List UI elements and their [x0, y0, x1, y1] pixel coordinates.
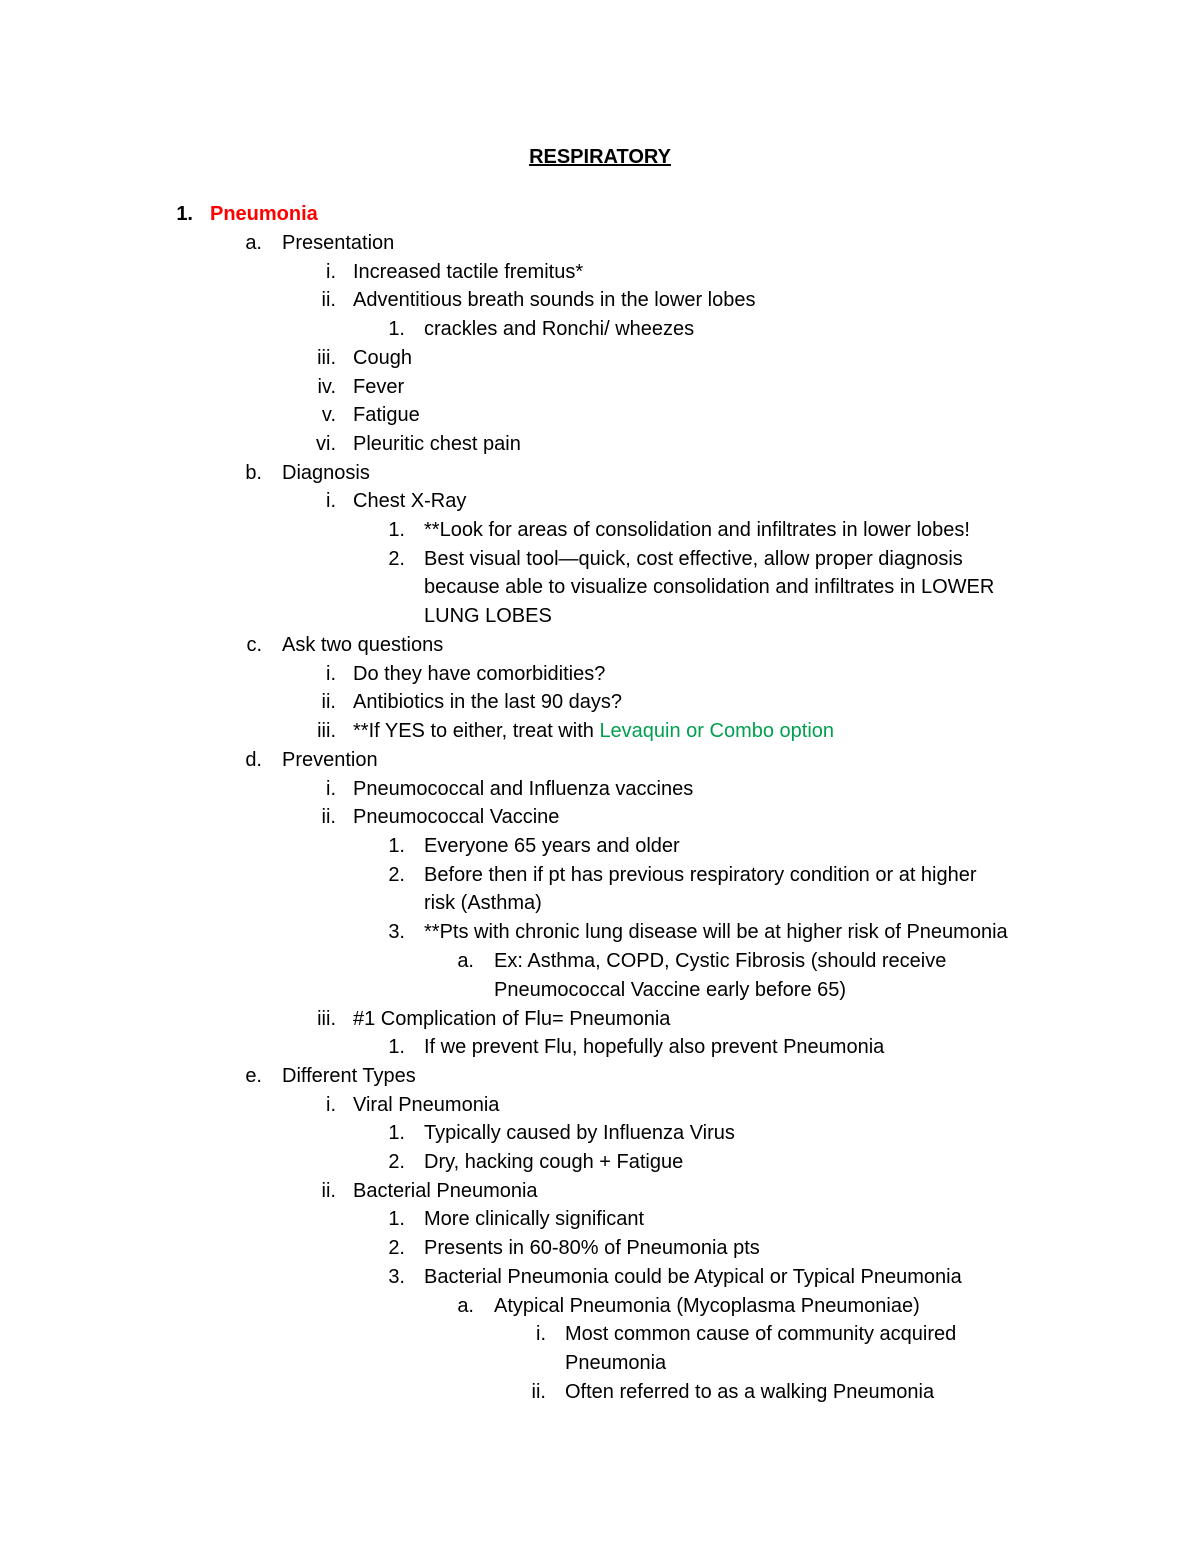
outline-line	[0, 487, 1200, 515]
outline-line	[0, 746, 1200, 774]
list-item-text: Pneumococcal and Influenza vaccines	[353, 778, 694, 800]
list-marker: a.	[245, 232, 262, 254]
outline-line	[0, 1091, 1200, 1119]
outline-line	[0, 401, 1200, 429]
list-marker: i.	[326, 490, 336, 512]
list-marker: vi.	[316, 433, 336, 455]
list-item-text: Pneumococcal Vaccine early before 65)	[494, 979, 847, 1001]
outline-line	[0, 573, 1200, 601]
outline-line	[0, 286, 1200, 314]
outline-line	[0, 976, 1200, 1004]
list-item-text: Everyone 65 years and older	[424, 835, 680, 857]
outline-line	[0, 200, 1200, 228]
outline-line	[0, 803, 1200, 831]
outline-line	[0, 717, 1200, 745]
outline-line	[0, 1005, 1200, 1033]
outline-line	[0, 344, 1200, 372]
list-item-text-part: **If YES to either, treat with	[353, 720, 600, 742]
list-item-text: **Look for areas of consolidation and infiltrates in lower lobes!	[424, 519, 970, 541]
outline-line	[0, 1062, 1200, 1090]
list-marker: 2.	[388, 1151, 405, 1173]
outline-line	[0, 1177, 1200, 1205]
list-marker: ii.	[321, 1180, 336, 1202]
list-marker: 3.	[388, 921, 405, 943]
list-item-text: Dry, hacking cough + Fatigue	[424, 1151, 684, 1173]
list-marker: ii.	[531, 1381, 546, 1403]
list-marker: i.	[326, 1094, 336, 1116]
list-item-text	[353, 717, 834, 745]
list-item-text: Fatigue	[353, 404, 420, 426]
outline-line	[0, 1205, 1200, 1233]
list-marker: v.	[321, 404, 336, 426]
section-heading: Pneumonia	[210, 203, 318, 225]
list-marker: a.	[457, 950, 474, 972]
outline-line	[0, 775, 1200, 803]
list-marker: 1.	[388, 1036, 405, 1058]
outline-line	[0, 430, 1200, 458]
list-item-text: risk (Asthma)	[424, 892, 542, 914]
list-marker: 2.	[388, 548, 405, 570]
list-marker: e.	[245, 1065, 262, 1087]
outline-line	[0, 545, 1200, 573]
outline-line	[0, 258, 1200, 286]
outline-line	[0, 1033, 1200, 1061]
outline-line	[0, 229, 1200, 257]
outline-line	[0, 602, 1200, 630]
list-item-text: Ask two questions	[282, 634, 444, 656]
outline-line	[0, 373, 1200, 401]
list-item-text: Often referred to as a walking Pneumonia	[565, 1381, 935, 1403]
list-marker: c.	[246, 634, 262, 656]
list-item-text: #1 Complication of Flu= Pneumonia	[353, 1008, 671, 1030]
outline-line	[0, 315, 1200, 343]
list-item-text: Antibiotics in the last 90 days?	[353, 691, 623, 713]
list-item-text: More clinically significant	[424, 1208, 645, 1230]
list-item-text: Pleuritic chest pain	[353, 433, 521, 455]
outline-line	[0, 1148, 1200, 1176]
list-item-text: Diagnosis	[282, 462, 370, 484]
list-item-text: Pneumococcal Vaccine	[353, 806, 560, 828]
outline-line	[0, 889, 1200, 917]
list-item-text: Viral Pneumonia	[353, 1094, 500, 1116]
list-item-text: **Pts with chronic lung disease will be at higher risk of Pneumonia	[424, 921, 1008, 943]
list-item-text: Fever	[353, 376, 405, 398]
list-marker: 1.	[388, 1208, 405, 1230]
outline-line	[0, 1119, 1200, 1147]
list-marker: i.	[326, 261, 336, 283]
list-item-text: Pneumonia	[565, 1352, 667, 1374]
list-marker: 1.	[388, 318, 405, 340]
list-marker: 1.	[388, 1122, 405, 1144]
list-marker: i.	[326, 778, 336, 800]
list-marker: iii.	[317, 720, 336, 742]
list-marker: ii.	[321, 289, 336, 311]
outline-line	[0, 459, 1200, 487]
outline-line	[0, 918, 1200, 946]
list-marker: iii.	[317, 347, 336, 369]
list-item-text: Chest X-Ray	[353, 490, 467, 512]
outline-line	[0, 1349, 1200, 1377]
list-item-text: Atypical Pneumonia (Mycoplasma Pneumoniae)	[494, 1295, 920, 1317]
list-marker: 1.	[176, 203, 193, 225]
list-item-text: Cough	[353, 347, 412, 369]
outline-line	[0, 1292, 1200, 1320]
list-item-text: Ex: Asthma, COPD, Cystic Fibrosis (should receive	[494, 950, 947, 972]
outline-line	[0, 516, 1200, 544]
list-item-text: Prevention	[282, 749, 378, 771]
outline-line	[0, 947, 1200, 975]
list-item-text: Presentation	[282, 232, 395, 254]
list-item-text: Best visual tool—quick, cost effective, allow proper diagnosis	[424, 548, 963, 570]
list-marker: b.	[245, 462, 262, 484]
outline-line	[0, 832, 1200, 860]
outline-line	[0, 1320, 1200, 1348]
outline-line	[0, 1234, 1200, 1262]
outline-line	[0, 1263, 1200, 1291]
page-title: RESPIRATORY	[529, 146, 671, 168]
list-marker: iii.	[317, 1008, 336, 1030]
list-item-text: crackles and Ronchi/ wheezes	[424, 318, 695, 340]
list-item-text: Most common cause of community acquired	[565, 1323, 957, 1345]
list-item-text: Typically caused by Influenza Virus	[424, 1122, 735, 1144]
list-marker: i.	[536, 1323, 546, 1345]
list-item-text: Adventitious breath sounds in the lower lobes	[353, 289, 756, 311]
outline-line	[0, 688, 1200, 716]
list-marker: ii.	[321, 691, 336, 713]
list-marker: ii.	[321, 806, 336, 828]
list-item-text: LUNG LOBES	[424, 605, 552, 627]
list-marker: a.	[457, 1295, 474, 1317]
list-item-text: Do they have comorbidities?	[353, 663, 606, 685]
list-marker: 1.	[388, 835, 405, 857]
list-item-text: Bacterial Pneumonia	[353, 1180, 538, 1202]
list-marker: d.	[245, 749, 262, 771]
list-marker: 2.	[388, 1237, 405, 1259]
outline-line	[0, 861, 1200, 889]
list-item-text: Presents in 60-80% of Pneumonia pts	[424, 1237, 760, 1259]
list-marker: i.	[326, 663, 336, 685]
list-marker: 2.	[388, 864, 405, 886]
list-marker: 1.	[388, 519, 405, 541]
list-item-text: Bacterial Pneumonia could be Atypical or Typical Pneumonia	[424, 1266, 962, 1288]
highlighted-treatment: Levaquin or Combo option	[599, 720, 835, 742]
list-item-text: Different Types	[282, 1065, 416, 1087]
list-marker: iv.	[317, 376, 336, 398]
list-item-text: Increased tactile fremitus*	[353, 261, 584, 283]
outline-line	[0, 1378, 1200, 1406]
list-item-text: Before then if pt has previous respiratory condition or at higher	[424, 864, 977, 886]
list-item-text: If we prevent Flu, hopefully also prevent Pneumonia	[424, 1036, 885, 1058]
list-item-text: because able to visualize consolidation and infiltrates in LOWER	[424, 576, 995, 598]
outline-line	[0, 660, 1200, 688]
list-marker: 3.	[388, 1266, 405, 1288]
outline-line	[0, 631, 1200, 659]
